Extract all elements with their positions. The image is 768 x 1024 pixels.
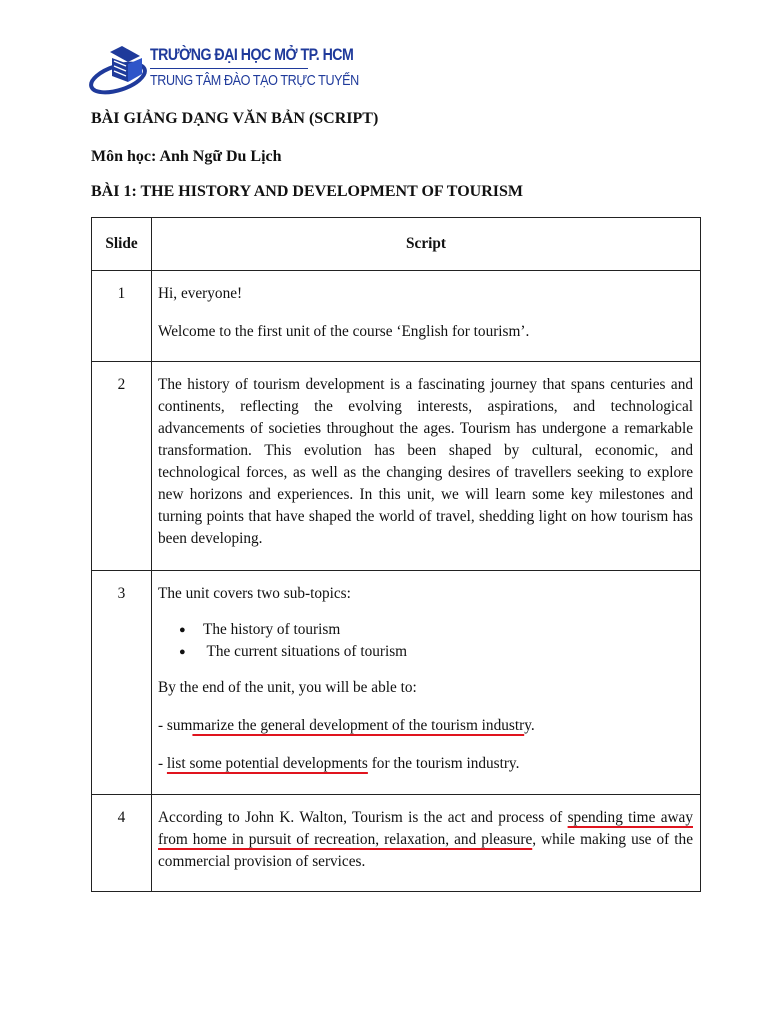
table-row xyxy=(92,362,701,571)
learning-outcome xyxy=(158,753,693,775)
list-item: ● The history of tourism xyxy=(203,619,693,641)
logo-university-name: TRƯỜNG ĐẠI HỌC MỞ TP. HCM xyxy=(150,46,354,64)
highlighted-text: spending time away from home in pursuit of recreation, relaxation, and pleasure xyxy=(158,809,693,848)
outcome-text: - sum xyxy=(158,717,193,734)
outcome-text: for the tourism industry. xyxy=(367,755,520,772)
definition-text: According to John K. Walton, Tourism is the act and process of xyxy=(158,809,568,826)
university-logo xyxy=(88,42,359,98)
script-cell xyxy=(152,362,701,571)
learning-outcome xyxy=(158,715,693,737)
subject-heading: Môn học: Anh Ngữ Du Lịch xyxy=(91,148,282,165)
script-table xyxy=(91,217,701,892)
logo-center-name: TRUNG TÂM ĐÀO TẠO TRỰC TUYẾN xyxy=(150,72,359,89)
slide-number: 2 xyxy=(92,362,152,571)
script-cell xyxy=(152,571,701,795)
script-cell xyxy=(152,795,701,892)
slide-column-header: Slide xyxy=(92,218,152,271)
script-column-header: Script xyxy=(152,218,701,271)
script-paragraph: The history of tourism development is a fascinating journey that spans centuries and continents, reflecting the evolving interests, aspirations, and technological advancements of societies throughout the ages. Tourism has undergone a remarkable transformation. This evolution has been shaped by cultural, economic, and technological forces, as well as the changing desires of travellers seeking to explore new horizons and experiences. In this unit, we will learn some key milestones and turning points that have shaped the world of travel, shedding light on how tourism has been developing. xyxy=(158,376,693,547)
document-type-heading: BÀI GIẢNG DẠNG VĂN BẢN (SCRIPT) xyxy=(91,110,379,127)
table-row xyxy=(92,271,701,362)
script-paragraph: Welcome to the first unit of the course ‘English for tourism’. xyxy=(158,323,530,340)
book-emblem-icon xyxy=(88,42,150,98)
table-row xyxy=(92,571,701,795)
slide-number: 3 xyxy=(92,571,152,795)
slide-number: 1 xyxy=(92,271,152,362)
slide-number: 4 xyxy=(92,795,152,892)
lesson-title: BÀI 1: THE HISTORY AND DEVELOPMENT OF TOURISM xyxy=(91,183,523,200)
logo-divider xyxy=(150,68,308,69)
subtopic-list xyxy=(158,619,693,663)
script-paragraph: The unit covers two sub-topics: xyxy=(158,585,351,602)
script-cell xyxy=(152,271,701,362)
table-header-row xyxy=(92,218,701,271)
highlighted-text: list some potential developments xyxy=(166,755,368,772)
outcome-text: y. xyxy=(524,717,535,734)
list-item: ● The current situations of tourism xyxy=(203,641,693,663)
table-row xyxy=(92,795,701,892)
script-paragraph xyxy=(158,807,693,873)
script-paragraph: By the end of the unit, you will be able to: xyxy=(158,679,417,696)
outcome-text: - xyxy=(158,755,167,772)
script-paragraph: Hi, everyone! xyxy=(158,285,243,302)
highlighted-text: marize the general development of the tourism industr xyxy=(192,717,525,734)
definition-text: , while making use of the commercial provision of services. xyxy=(158,831,693,870)
